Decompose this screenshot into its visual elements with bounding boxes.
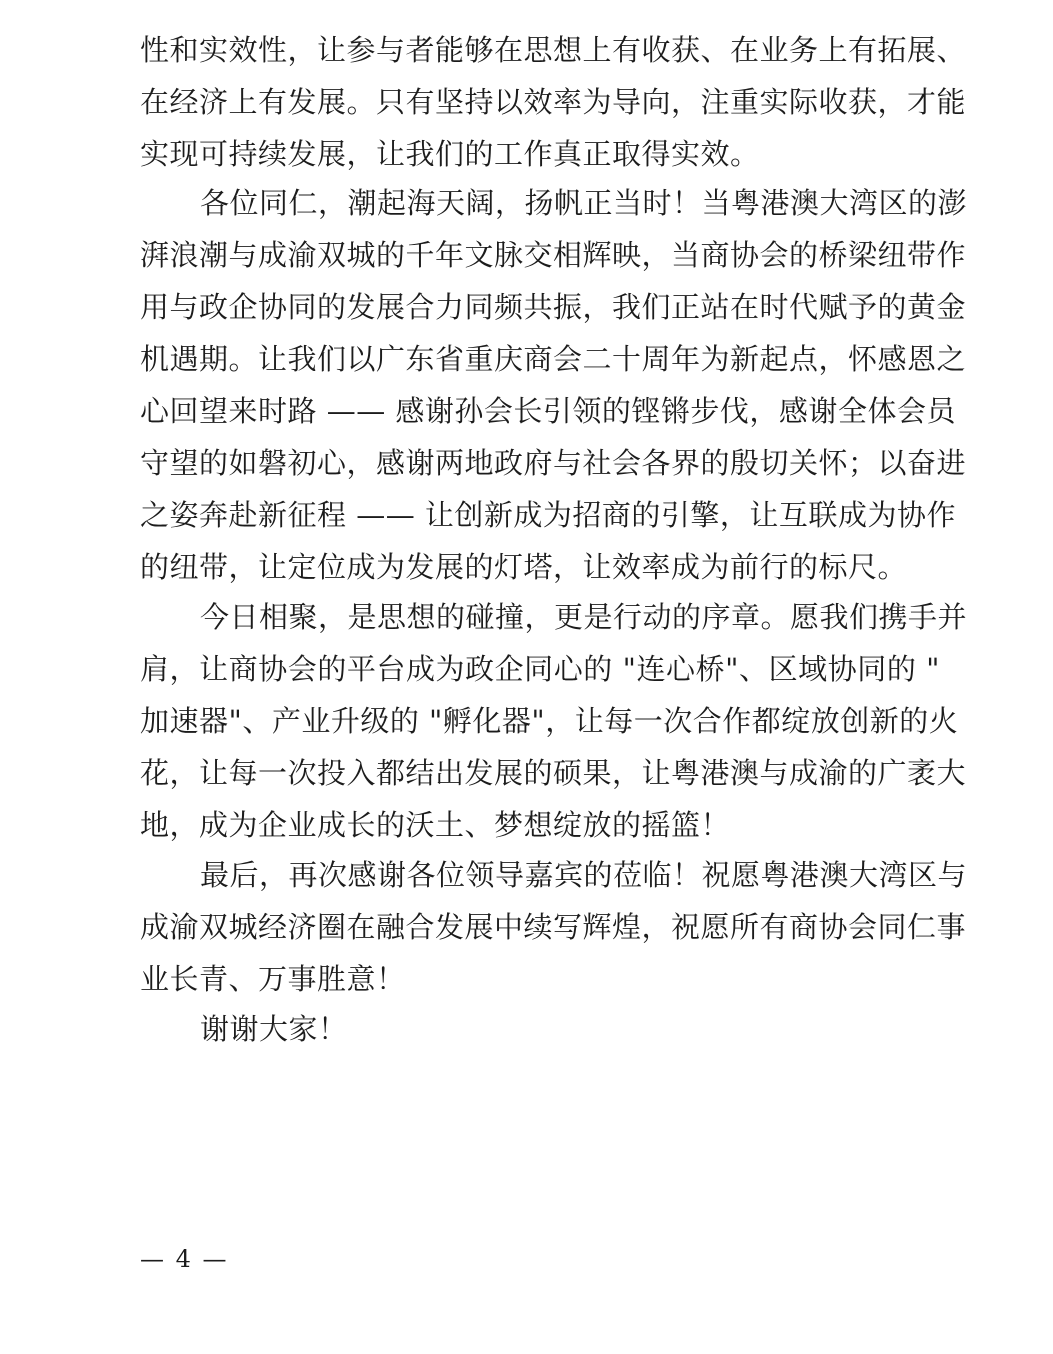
- text-line: 今日相聚，是思想的碰撞，更是行动的序章。愿我们携手并: [200, 600, 968, 634]
- text-line: 守望的如磐初心，感谢两地政府与社会各界的殷切关怀；以奋进: [140, 446, 967, 480]
- text-line: 机遇期。让我们以广东省重庆商会二十周年为新起点，怀感恩之: [140, 342, 967, 376]
- text-line: 谢谢大家！: [200, 1012, 348, 1046]
- text-line: 花，让每一次投入都结出发展的硕果，让粤港澳与成渝的广袤大: [140, 756, 967, 790]
- text-line: 性和实效性，让参与者能够在思想上有收获、在业务上有拓展、: [140, 33, 967, 67]
- page-number: — 4 —: [140, 1245, 229, 1273]
- text-line: 用与政企协同的发展合力同频共振，我们正站在时代赋予的黄金: [140, 290, 967, 324]
- text-line: 的纽带，让定位成为发展的灯塔，让效率成为前行的标尺。: [140, 550, 908, 584]
- text-line: 湃浪潮与成渝双城的千年文脉交相辉映，当商协会的桥梁纽带作: [140, 238, 967, 272]
- text-line: 肩，让商协会的平台成为政企同心的 "连心桥"、区域协同的 ": [140, 652, 940, 686]
- text-line: 各位同仁，潮起海天阔，扬帆正当时！当粤港澳大湾区的澎: [200, 186, 968, 220]
- text-line: 心回望来时路 —— 感谢孙会长引领的铿锵步伐，感谢全体会员: [140, 394, 956, 428]
- text-line: 在经济上有发展。只有坚持以效率为导向，注重实际收获，才能: [140, 85, 967, 119]
- text-line: 最后，再次感谢各位领导嘉宾的莅临！祝愿粤港澳大湾区与: [200, 858, 968, 892]
- text-line: 成渝双城经济圈在融合发展中续写辉煌，祝愿所有商协会同仁事: [140, 910, 967, 944]
- text-line: 地，成为企业成长的沃土、梦想绽放的摇篮！: [140, 808, 731, 842]
- text-line: 加速器"、产业升级的 "孵化器"，让每一次合作都绽放创新的火: [140, 704, 959, 738]
- text-line: 业长青、万事胜意！: [140, 962, 406, 996]
- text-line: 实现可持续发展，让我们的工作真正取得实效。: [140, 137, 760, 171]
- text-line: 之姿奔赴新征程 —— 让创新成为招商的引擎，让互联成为协作: [140, 498, 956, 532]
